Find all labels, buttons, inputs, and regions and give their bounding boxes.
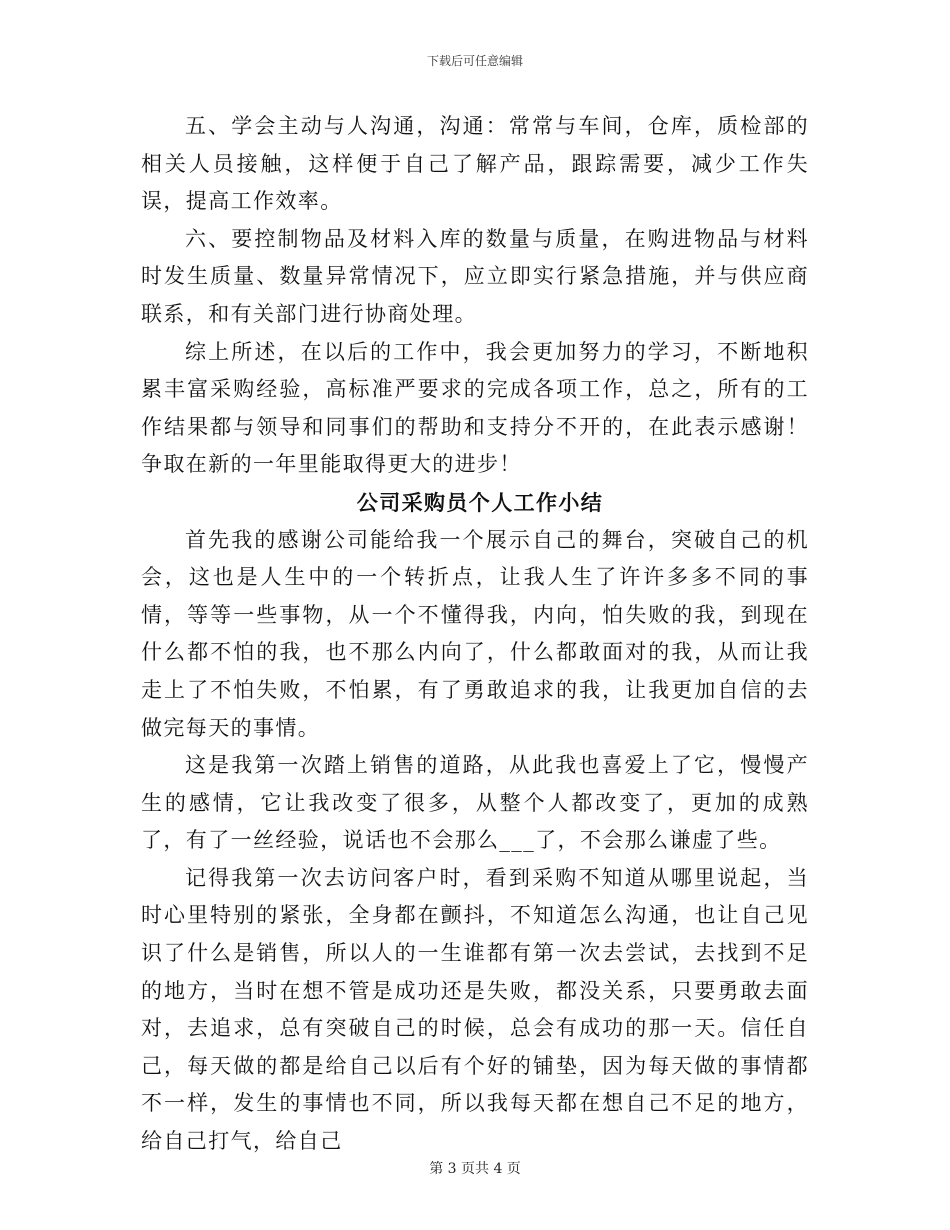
page-footer: 第 3 页共 4 页 — [429, 1161, 521, 1177]
paragraph-gratitude: 首先我的感谢公司能给我一个展示自己的舞台，突破自己的机会，这也是人生中的一个转折点，让我人生了许许多多不同的事情，等等一些事物，从一个不懂得我，内向，怕失败的我，到现在什么都不怕的我，也不那么内向了，什么都敢面对的我，从而让我走上了不怕失败，不怕累，有了勇敢追求的我，让我更加自信的去做完每天的事情。 — [141, 527, 809, 740]
document-body — [141, 108, 809, 1161]
paragraph-summary: 综上所述，在以后的工作中，我会更加努力的学习，不断地积累丰富采购经验，高标准严要求的完成各项工作，总之，所有的工作结果都与领导和同事们的帮助和支持分不开的，在此表示感谢！争取在新的一年里能取得更大的进步！ — [141, 339, 809, 477]
section-title: 公司采购员个人工作小结 — [356, 489, 604, 515]
page-header: 下载后可任意编辑 — [426, 54, 523, 68]
paragraph-first-visit: 记得我第一次去访问客户时，看到采购不知道从哪里说起，当时心里特别的紧张，全身都在颤抖，不知道怎么沟通，也让自己见识了什么是销售，所以人的一生谁都有第一次去尝试，去找到不足的地方，当时在想不管是成功还是失败，都没关系，只要勇敢去面对，去追求，总有突破自己的时候，总会有成功的那一天。信任自己，每天做的都是给自己以后有个好的铺垫，因为每天做的事情都不一样，发生的事情也不同，所以我每天都在想自己不足的地方，给自己打气，给自己 — [141, 865, 809, 1154]
paragraph-first-sales: 这是我第一次踏上销售的道路，从此我也喜爱上了它，慢慢产生的感情，它让我改变了很多，从整个人都改变了，更加的成熟了，有了一丝经验，说话也不会那么___了，不会那么谦虚了些。 — [141, 753, 809, 853]
paragraph-communication: 五、学会主动与人沟通，沟通：常常与车间，仓库，质检部的相关人员接触，这样便于自己了解产品，跟踪需要，减少工作失误，提高工作效率。 — [141, 114, 809, 214]
paragraph-quality-control: 六、要控制物品及材料入库的数量与质量，在购进物品与材料时发生质量、数量异常情况下，应立即实行紧急措施，并与供应商联系，和有关部门进行协商处理。 — [141, 226, 809, 326]
